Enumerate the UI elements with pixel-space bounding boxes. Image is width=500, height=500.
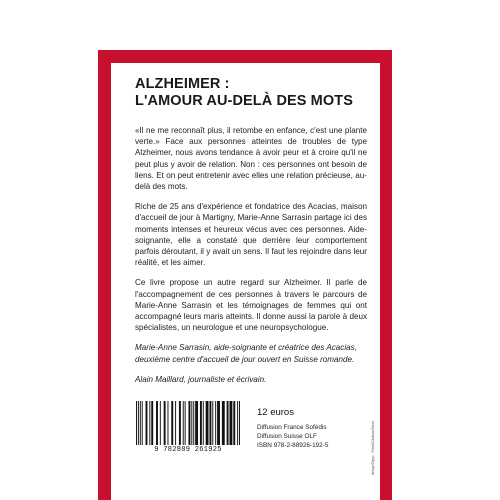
barcode-bar: [151, 401, 153, 445]
barcode-bar: [209, 401, 211, 445]
photo-credit: [371, 415, 379, 475]
barcode-bar: [206, 401, 209, 445]
barcode-bar: [215, 401, 216, 445]
blurb-paragraph-2: Riche de 25 ans d'expérience et fondatrice des Acacias, maison d'accueil de jour à Martigny, Marie-Anne Sarrasin partage ici des moments intenses et heureux vécus avec ces personnes. Aide-soignante, elle a constaté que derrière leur comportement parfois déroutant, il y avait un sens. Il faut les rejoindre dans leur réalité, et les aimer.: [135, 202, 367, 268]
barcode-bar: [164, 401, 166, 445]
barcode-bar: [175, 401, 176, 445]
author-credit: Marie-Anne Sarrasin, aide-soignante et créatrice des Acacias, deuxième centre d'accueil de jour ouvert en Suisse romande.: [135, 343, 357, 364]
price-label: 12 euros: [257, 407, 294, 418]
barcode-bar: [160, 401, 161, 445]
barcode-bar: [200, 401, 202, 445]
barcode-bar: [140, 401, 141, 445]
coauthor-credit: Alain Maillard, journaliste et écrivain.: [135, 374, 267, 384]
barcode-bar: [230, 401, 233, 445]
barcode-bar: [136, 401, 137, 445]
blurb-text: [135, 125, 367, 394]
barcode-bar: [222, 401, 225, 445]
barcode-bar: [193, 401, 194, 445]
barcode-number: 9 782889 261925: [154, 446, 222, 454]
title-line-1: ALZHEIMER :: [135, 76, 230, 92]
title-line-2: L'AMOUR AU-DELÀ DES MOTS: [135, 93, 353, 109]
barcode-bar: [171, 401, 173, 445]
barcode-bar: [203, 401, 204, 445]
barcode-bar: [185, 401, 186, 445]
barcode-bar: [239, 401, 240, 445]
blurb-paragraph-3: Ce livre propose un autre regard sur Alzheimer. Il parle de l'accompagnement de ces personnes à travers le parcours de Marie-Anne Sarrasin et les témoignages de femmes qui ont accompagné leurs maris atteints. Il donne aussi la parole à deux spécialistes, un neurologue et une neuropsychologue.: [135, 278, 367, 333]
barcode-bar: [142, 401, 143, 445]
barcode-bar: [146, 401, 148, 445]
barcode-bar: [156, 401, 158, 445]
barcode-bar: [195, 401, 198, 445]
barcode-bar: [167, 401, 168, 445]
barcode-bar: [138, 401, 139, 445]
barcode-bar: [237, 401, 238, 445]
barcode-bar: [212, 401, 213, 445]
barcode-bar: [179, 401, 181, 445]
book-title: [135, 76, 375, 110]
barcode-bar: [188, 401, 190, 445]
distribution-info: [257, 423, 328, 450]
barcode-bar: [191, 401, 192, 445]
barcode-bar: [233, 401, 235, 445]
barcode-bar: [217, 401, 220, 445]
distribution-suisse: Diffusion Suisse OLF: [257, 433, 317, 440]
barcode-bar: [227, 401, 229, 445]
barcode-bar: [183, 401, 184, 445]
barcode: [136, 401, 240, 445]
barcode-bar: [149, 401, 150, 445]
isbn-label: ISBN 978-2-88926-192-5: [257, 442, 329, 449]
distribution-france: Diffusion France Sofédis: [257, 424, 327, 431]
blurb-paragraph-1: «Il ne me reconnaît plus, il retombe en enfance, c'est une plante verte.» Face aux personnes atteintes de troubles de type Alzheimer, nous avons tendance à avoir peur et à croire qu'il ne peut plus y avoir de relation. Non : ces personnes ont besoin de liens. Et on peut entretenir avec elles une relation précieuse, au-delà des mots.: [135, 126, 367, 192]
photo-credit-text: design©typo · Photo©Adobe/Stock: [371, 420, 375, 475]
